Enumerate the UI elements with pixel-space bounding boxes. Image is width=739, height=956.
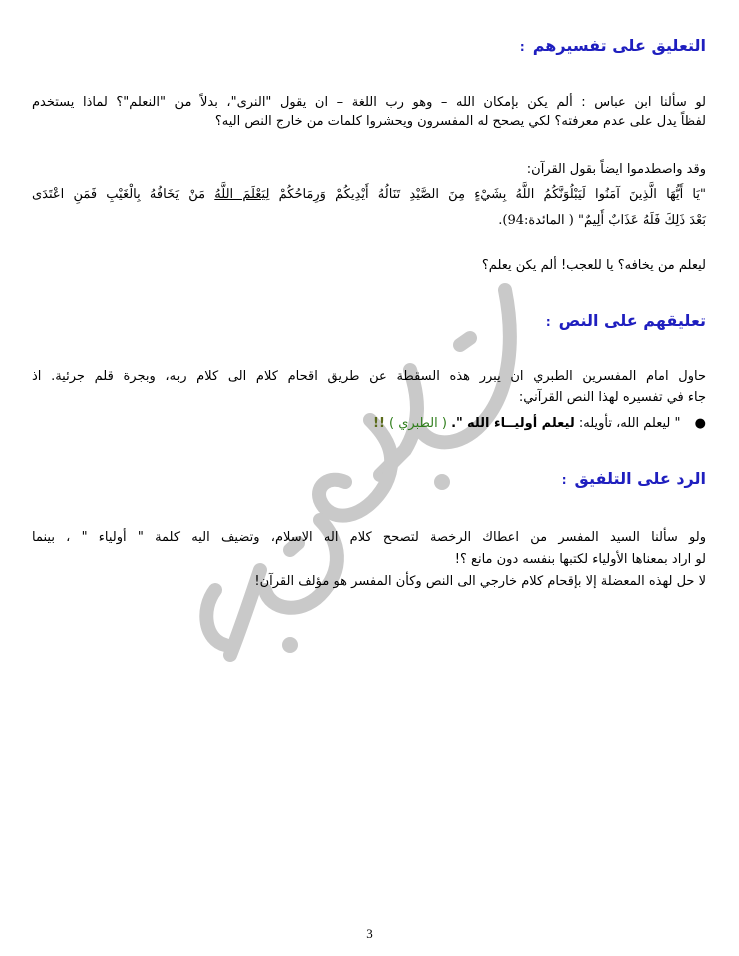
section-heading-their-commentary <box>546 311 706 332</box>
section-heading-commentary <box>520 36 706 57</box>
bullet-item <box>32 415 706 433</box>
paragraph-line: جاء في تفسيره لهذا النص القرآني: <box>518 390 706 405</box>
quran-verse-line <box>32 186 706 204</box>
paragraph-line: ولو سألنا السيد المفسر من اعطاك الرخصة لتصحح كلام اله الاسلام، وتضيف اليه كلمة " أولياء " ، بينما <box>32 530 706 545</box>
bullet-source: ( الطبري ) <box>389 416 447 431</box>
heading-text: تعليقهم على النص <box>558 311 706 330</box>
page-number: 3 <box>366 926 373 941</box>
heading-colon: : <box>519 40 525 54</box>
paragraph-line: لو سألنا ابن عباس : ألم يكن بإمكان الله – وهو رب اللغة – ان يقول "النرى"، بدلاً من "النعلم"؟ لماذا يستخدم <box>32 95 706 110</box>
paragraph-line: وقد واصطدموا ايضاً بقول القرآن: <box>526 162 706 177</box>
watermark-signature <box>170 250 590 690</box>
paragraph-line: ليعلم من يخافه؟ يا للعجب! ألم يكن يعلم؟ <box>481 258 706 273</box>
bullet-bold-text: ليعلم أوليــاء الله <box>466 416 575 431</box>
quran-underlined-text: لِيَعْلَمَ اللَّهُ <box>214 187 270 202</box>
paragraph-line: لا حل لهذه المعضلة إلا بإقحام كلام خارجي الى النص وكأن المفسر هو مؤلف القرآن! <box>254 574 706 589</box>
heading-colon: : <box>561 473 567 487</box>
bullet-bold-text: ". <box>451 416 463 431</box>
heading-text: التعليق على تفسيرهم <box>532 36 706 55</box>
bullet-icon: ● <box>694 416 706 431</box>
quran-verse-line: بَعْدَ ذَلِكَ فَلَهُ عَذَابٌ أَلِيمٌ" ( المائدة:94). <box>498 213 706 228</box>
heading-text: الرد على التلفيق <box>574 469 706 488</box>
paragraph-line: لو اراد بمعناها الأولياء لكتبها بنفسه دون مانع ؟! <box>454 552 706 567</box>
bullet-exclaim: !! <box>373 416 385 431</box>
paragraph-line: لفظاً يدل على عدم معرفته؟ لكي يصحح له المفسرون ويحشروا كلمات من خارج النص اليه؟ <box>214 114 706 129</box>
paragraph-line: حاول امام المفسرين الطبري ان يبرر هذه السقطة عن طريق اقحام كلام الى كلام ربه، وبجرة قلم جرئية. اذ <box>32 369 706 384</box>
bullet-text: " ليعلم الله، تأويله: <box>578 416 681 431</box>
section-heading-rebuttal <box>562 469 706 490</box>
heading-colon: : <box>545 315 551 329</box>
quran-text: مَنْ يَخَافُهُ بِالْغَيْبِ فَمَنِ اعْتَدَى <box>32 187 206 202</box>
quran-text: "يَا أَيُّهَا الَّذِينَ آمَنُوا لَيَبْلُوَنَّكُمُ اللَّهُ بِشَيْءٍ مِنَ الصَّيْدِ تَنَالُهُ أَيْدِيكُمْ وَرِمَاحُكُمْ <box>278 187 706 202</box>
